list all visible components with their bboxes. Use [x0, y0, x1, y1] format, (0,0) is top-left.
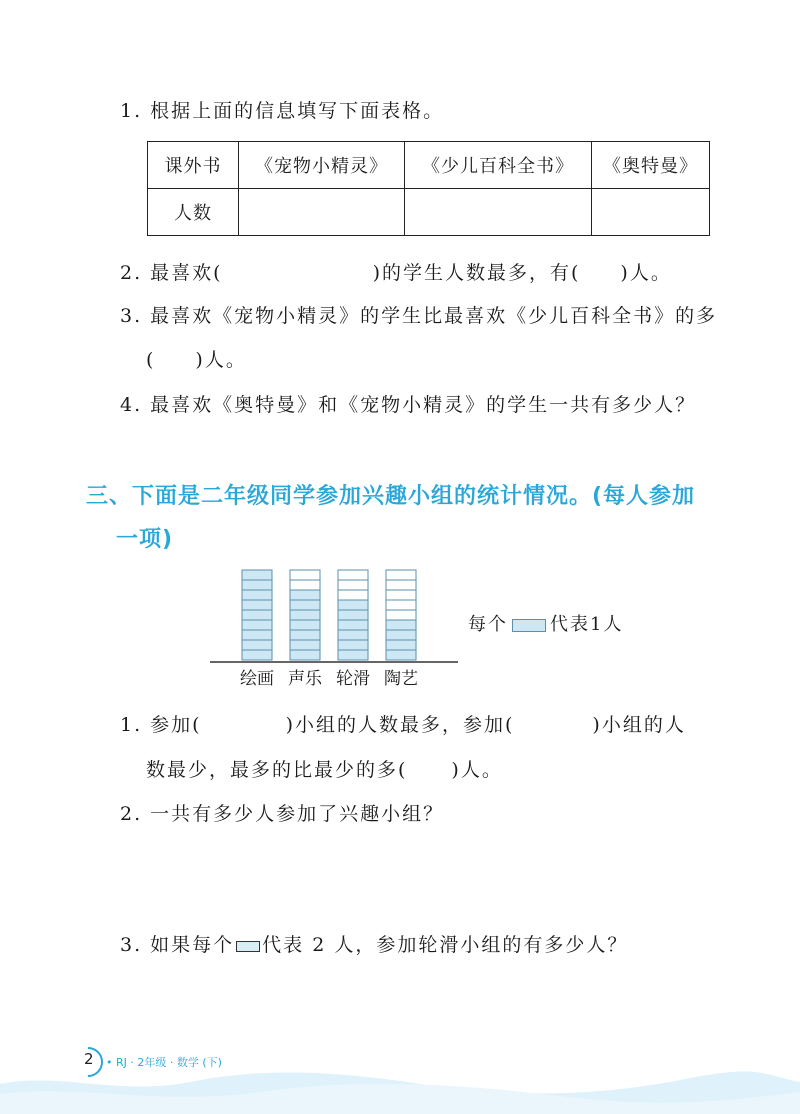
legend-swatch: [512, 619, 546, 632]
question-text: )人。: [451, 759, 503, 781]
bar-cell-empty: [386, 570, 416, 580]
bar-cell-filled: [338, 630, 368, 640]
bar-cell-filled: [242, 610, 272, 620]
section-heading: 三、下面是二年级同学参加兴趣小组的统计情况。(每人参加: [86, 484, 696, 509]
question-3-line2: [146, 345, 247, 372]
footer-text: • RJ · 2年级 · 数学 (下): [106, 1056, 222, 1069]
bar-cell-empty: [386, 600, 416, 610]
labels-group: [240, 669, 418, 689]
section-heading-line2: 一项): [116, 527, 174, 552]
question-text: )小组的人数最多，参加(: [285, 714, 515, 736]
bar-cell-filled: [242, 590, 272, 600]
category-label: 陶艺: [384, 669, 418, 689]
question-text: )人。: [620, 262, 672, 284]
question-3: 3. 最喜欢《宠物小精灵》的学生比最喜欢《少儿百科全书》的多: [120, 305, 718, 327]
info-table: [147, 141, 710, 236]
bar-cell-filled: [290, 590, 320, 600]
answer-cell[interactable]: [592, 189, 710, 236]
bar-cell-empty: [386, 580, 416, 590]
category-label: 轮滑: [336, 669, 370, 689]
question-text: 3. 如果每个: [120, 934, 235, 956]
bar-cell-empty: [290, 570, 320, 580]
bar-cell-empty: [290, 580, 320, 590]
bar-cell-filled: [290, 610, 320, 620]
question-text: )小组的人: [592, 714, 686, 736]
question-text: 数最少，最多的比最少的多(: [146, 759, 408, 781]
bars-group: [242, 570, 416, 660]
unit-box-icon: [236, 941, 260, 952]
legend-label: 代表1人: [550, 614, 624, 635]
question-2: [120, 258, 672, 285]
part3-question-2: 2. 一共有多少人参加了兴趣小组？: [120, 803, 445, 825]
bar-cell-filled: [242, 650, 272, 660]
bar-cell-filled: [242, 620, 272, 630]
table-cell: 《少儿百科全书》: [405, 142, 592, 189]
answer-cell[interactable]: [239, 189, 405, 236]
bar-chart: [200, 560, 480, 695]
bar-cell-filled: [242, 600, 272, 610]
bar-cell-filled: [386, 630, 416, 640]
bar-cell-filled: [338, 610, 368, 620]
question-text: (: [146, 349, 156, 371]
question-1: 1. 根据上面的信息填写下面表格。: [120, 100, 445, 122]
table-cell: 《宠物小精灵》: [239, 142, 405, 189]
bar-cell-filled: [338, 600, 368, 610]
bar-cell-filled: [242, 640, 272, 650]
bar-cell-empty: [338, 590, 368, 600]
question-text: )的学生人数最多，有(: [372, 262, 581, 284]
question-text: 1. 参加(: [120, 714, 202, 736]
question-text: )人。: [195, 349, 247, 371]
bar-cell-empty: [386, 590, 416, 600]
table-row: [148, 189, 710, 236]
bar-cell-filled: [242, 570, 272, 580]
part3-question-1: [120, 710, 686, 737]
bar-cell-filled: [290, 630, 320, 640]
table-cell: 课外书: [148, 142, 239, 189]
bar-cell-empty: [338, 580, 368, 590]
bar-cell-filled: [242, 630, 272, 640]
page-number: 2: [84, 1050, 94, 1068]
bar-cell-empty: [386, 610, 416, 620]
table-cell: 《奥特曼》: [592, 142, 710, 189]
category-label: 绘画: [240, 669, 274, 689]
bar-cell-filled: [338, 650, 368, 660]
legend: [468, 610, 623, 636]
bar-cell-filled: [242, 580, 272, 590]
table-header-row: [148, 142, 710, 189]
bar-cell-filled: [338, 640, 368, 650]
bar-cell-filled: [386, 640, 416, 650]
part3-question-3: [120, 930, 628, 957]
part3-question-1-line2: [146, 755, 503, 782]
answer-cell[interactable]: [405, 189, 592, 236]
question-text: 代表 2 人，参加轮滑小组的有多少人？: [262, 934, 629, 956]
bar-cell-filled: [338, 620, 368, 630]
question-text: 2. 最喜欢(: [120, 262, 223, 284]
bar-cell-filled: [290, 640, 320, 650]
bar-cell-filled: [290, 650, 320, 660]
bar-cell-filled: [386, 650, 416, 660]
bar-cell-filled: [386, 620, 416, 630]
legend-prefix: 每个: [468, 614, 508, 635]
question-4: 4. 最喜欢《奥特曼》和《宠物小精灵》的学生一共有多少人？: [120, 394, 697, 416]
bar-cell-filled: [290, 600, 320, 610]
category-label: 声乐: [288, 669, 322, 689]
bar-cell-filled: [290, 620, 320, 630]
table-cell: 人数: [148, 189, 239, 236]
bar-cell-empty: [338, 570, 368, 580]
